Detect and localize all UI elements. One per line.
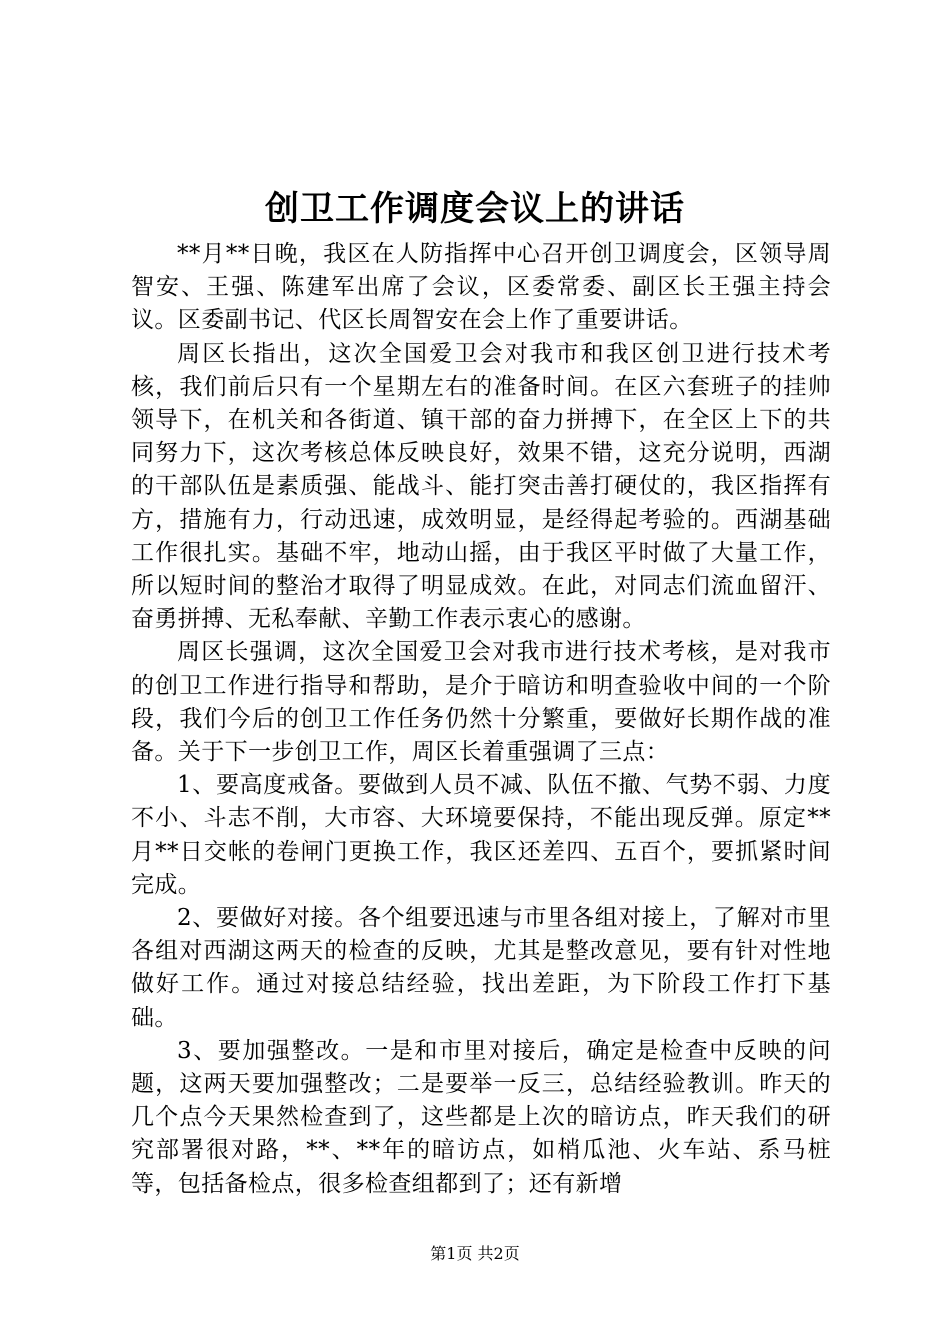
document-body — [131, 238, 831, 1201]
paragraph-summary: 周区长指出，这次全国爱卫会对我市和我区创卫进行技术考核，我们前后只有一个星期左右的准备时间。在区六套班子的挂帅领导下，在机关和各街道、镇干部的奋力拼搏下，在全区上下的共同努力下，这次考核总体反映良好，效果不错，这充分说明，西湖的干部队伍是素质强、能战斗、能打突击善打硬仗的，我区指挥有方，措施有力，行动迅速，成效明显，是经得起考验的。西湖基础工作很扎实。基础不牢，地动山摇，由于我区平时做了大量工作，所以短时间的整治才取得了明显成效。在此，对同志们流血留汗、奋勇拼搏、无私奉献、辛勤工作表示衷心的感谢。 — [131, 340, 831, 633]
document-title: 创卫工作调度会议上的讲话 — [265, 189, 685, 229]
page-number-footer: 第1页 共2页 — [430, 1244, 520, 1263]
paragraph-intro: **月**日晚，我区在人防指挥中心召开创卫调度会，区领导周智安、王强、陈建军出席了会议，区委常委、副区长王强主持会议。区委副书记、代区长周智安在会上作了重要讲话。 — [131, 241, 831, 334]
paragraph-point-2: 2、要做好对接。各个组要迅速与市里各组对接上，了解对市里各组对西湖这两天的检查的反映，尤其是整改意见，要有针对性地做好工作。通过对接总结经验，找出差距，为下阶段工作打下基础。 — [131, 905, 831, 1031]
paragraph-point-3: 3、要加强整改。一是和市里对接后，确定是检查中反映的问题，这两天要加强整改；二是要举一反三，总结经验教训。昨天的几个点今天果然检查到了，这些都是上次的暗访点，昨天我们的研究部署很对路，**、**年的暗访点，如梢瓜池、火车站、系马桩等，包括备检点，很多检查组都到了；还有新增 — [131, 1037, 831, 1197]
paragraph-point-1: 1、要高度戒备。要做到人员不减、队伍不撤、气势不弱、力度不小、斗志不削，大市容、大环境要保持，不能出现反弹。原定**月**日交帐的卷闸门更换工作，我区还差四、五百个，要抓紧时间完成。 — [131, 772, 831, 898]
paragraph-emphasis: 周区长强调，这次全国爱卫会对我市进行技术考核，是对我市的创卫工作进行指导和帮助，是介于暗访和明查验收中间的一个阶段，我们今后的创卫工作任务仍然十分繁重，要做好长期作战的准备。关于下一步创卫工作，周区长着重强调了三点： — [131, 639, 831, 766]
